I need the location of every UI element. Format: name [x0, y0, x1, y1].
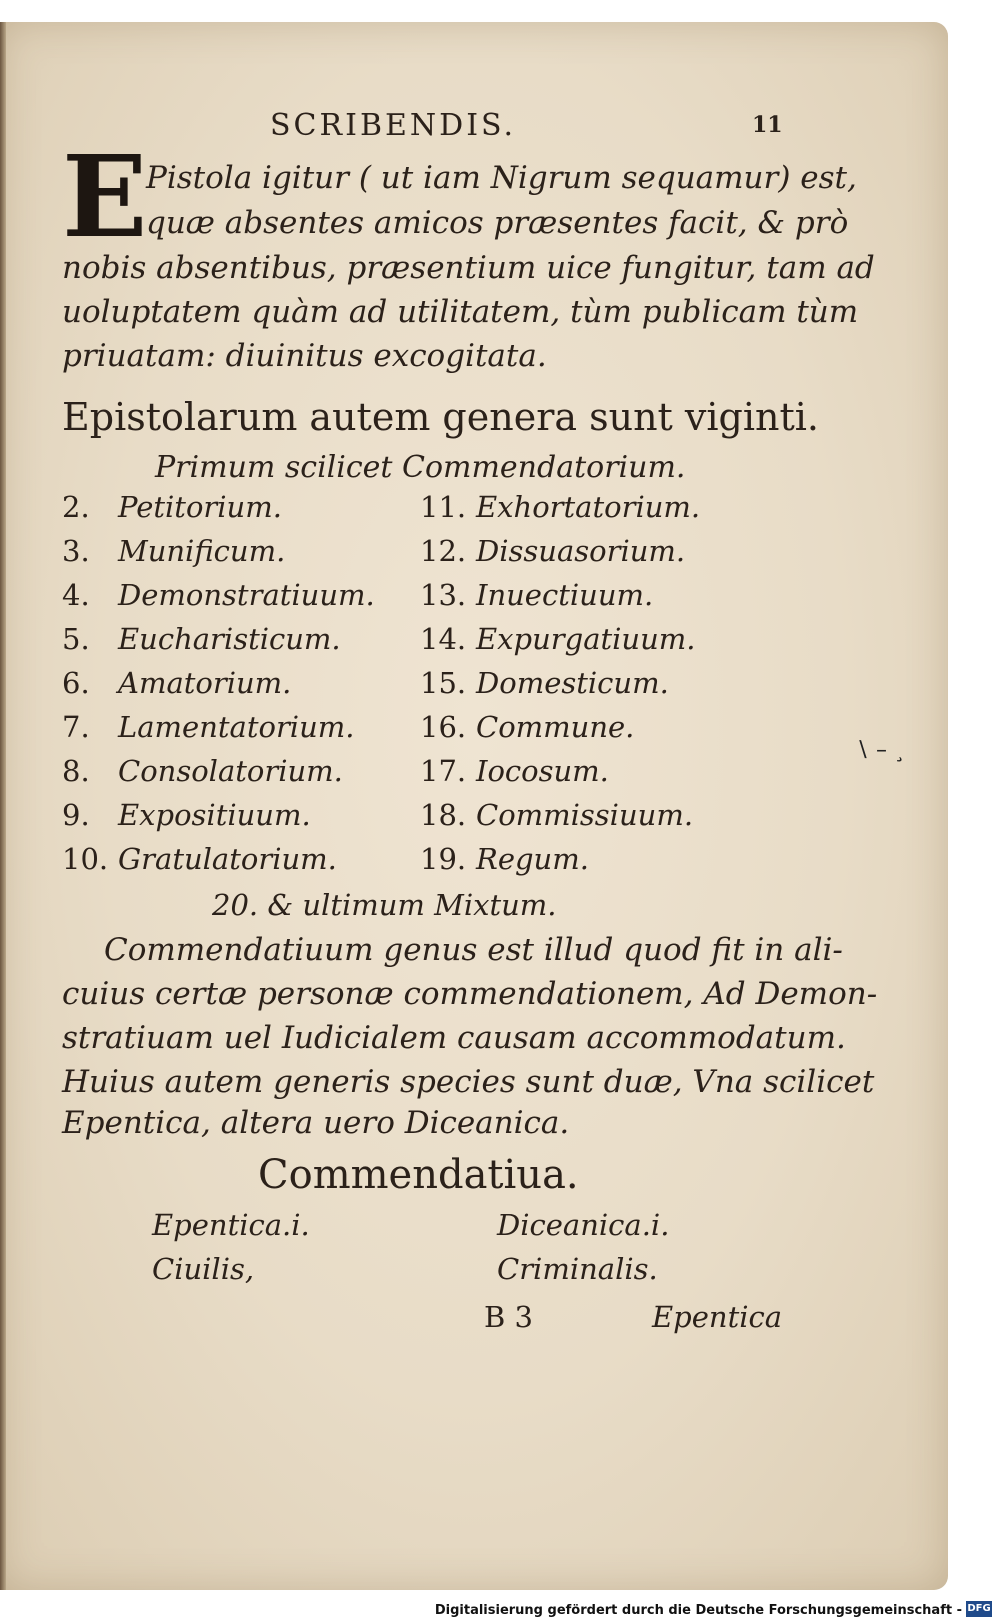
list-item: 8. Consolatorium. [62, 754, 343, 788]
list-item: 7. Lamentatorium. [62, 710, 355, 744]
commendatiuum-line-4: Huius autem generis species sunt duæ, Vna scilicet [62, 1064, 875, 1100]
list-item: 13. Inuectiuum. [420, 578, 654, 612]
dfg-logo: DFG [966, 1601, 992, 1617]
commendatiua-title: Commendatiua. [258, 1152, 579, 1198]
genera-heading: Epistolarum autem genera sunt viginti. [62, 395, 819, 439]
margin-stray-mark: ∖ – ¸ [855, 738, 905, 763]
list-item: 2. Petitorium. [62, 490, 282, 524]
list-item: 9. Expositiuum. [62, 798, 311, 832]
page-binding-edge [0, 22, 6, 1590]
table-cell-right-1: Diceanica.i. [497, 1208, 670, 1242]
list-item: 19. Regum. [420, 842, 589, 876]
list-item: 15. Domesticum. [420, 666, 669, 700]
list-item: 5. Eucharisticum. [62, 622, 341, 656]
list-item: 18. Commissiuum. [420, 798, 694, 832]
intro-line-1: Pistola igitur ( ut iam Nigrum sequamur) est, [146, 160, 857, 196]
list-item: 4. Demonstratiuum. [62, 578, 375, 612]
commendatiuum-line-1: Commendatiuum genus est illud quod fit in ali- [104, 932, 843, 968]
list-item: 14. Expurgatiuum. [420, 622, 696, 656]
genera-first: Primum scilicet Commendatorium. [155, 450, 686, 485]
list-item: 12. Dissuasorium. [420, 534, 686, 568]
running-header: SCRIBENDIS. [270, 108, 517, 143]
decorated-initial: E [62, 132, 148, 263]
signature-mark: B 3 [484, 1300, 533, 1334]
catchword: Epentica [652, 1300, 783, 1334]
commendatiuum-line-5: Epentica, altera uero Diceanica. [62, 1105, 570, 1141]
folio-number: 11 [752, 112, 783, 138]
intro-line-3: nobis absentibus, præsentium uice fungitur, tam ad [62, 250, 875, 286]
intro-line-2: quæ absentes amicos præsentes facit, & prò [146, 205, 849, 241]
list-item: 10. Gratulatorium. [62, 842, 337, 876]
commendatiuum-line-3: stratiuam uel Iudicialem causam accommodatum. [62, 1020, 846, 1056]
table-cell-right-2: Criminalis. [497, 1252, 658, 1286]
intro-line-5: priuatam: diuinitus excogitata. [62, 338, 547, 374]
list-item: 16. Commune. [420, 710, 635, 744]
commendatiuum-line-2: cuius certæ personæ commendationem, Ad Demon- [62, 976, 878, 1012]
intro-line-4: uoluptatem quàm ad utilitatem, tùm publicam tùm [62, 294, 859, 330]
list-item: 11. Exhortatorium. [420, 490, 701, 524]
table-cell-left-2: Ciuilis, [152, 1252, 255, 1286]
table-cell-left-1: Epentica.i. [152, 1208, 310, 1242]
genera-last: 20. & ultimum Mixtum. [212, 888, 557, 922]
footer-credit: Digitalisierung gefördert durch die Deutsche Forschungsgemeinschaft - [434, 1603, 962, 1618]
list-item: 6. Amatorium. [62, 666, 292, 700]
list-item: 3. Munificum. [62, 534, 286, 568]
list-item: 17. Iocosum. [420, 754, 609, 788]
